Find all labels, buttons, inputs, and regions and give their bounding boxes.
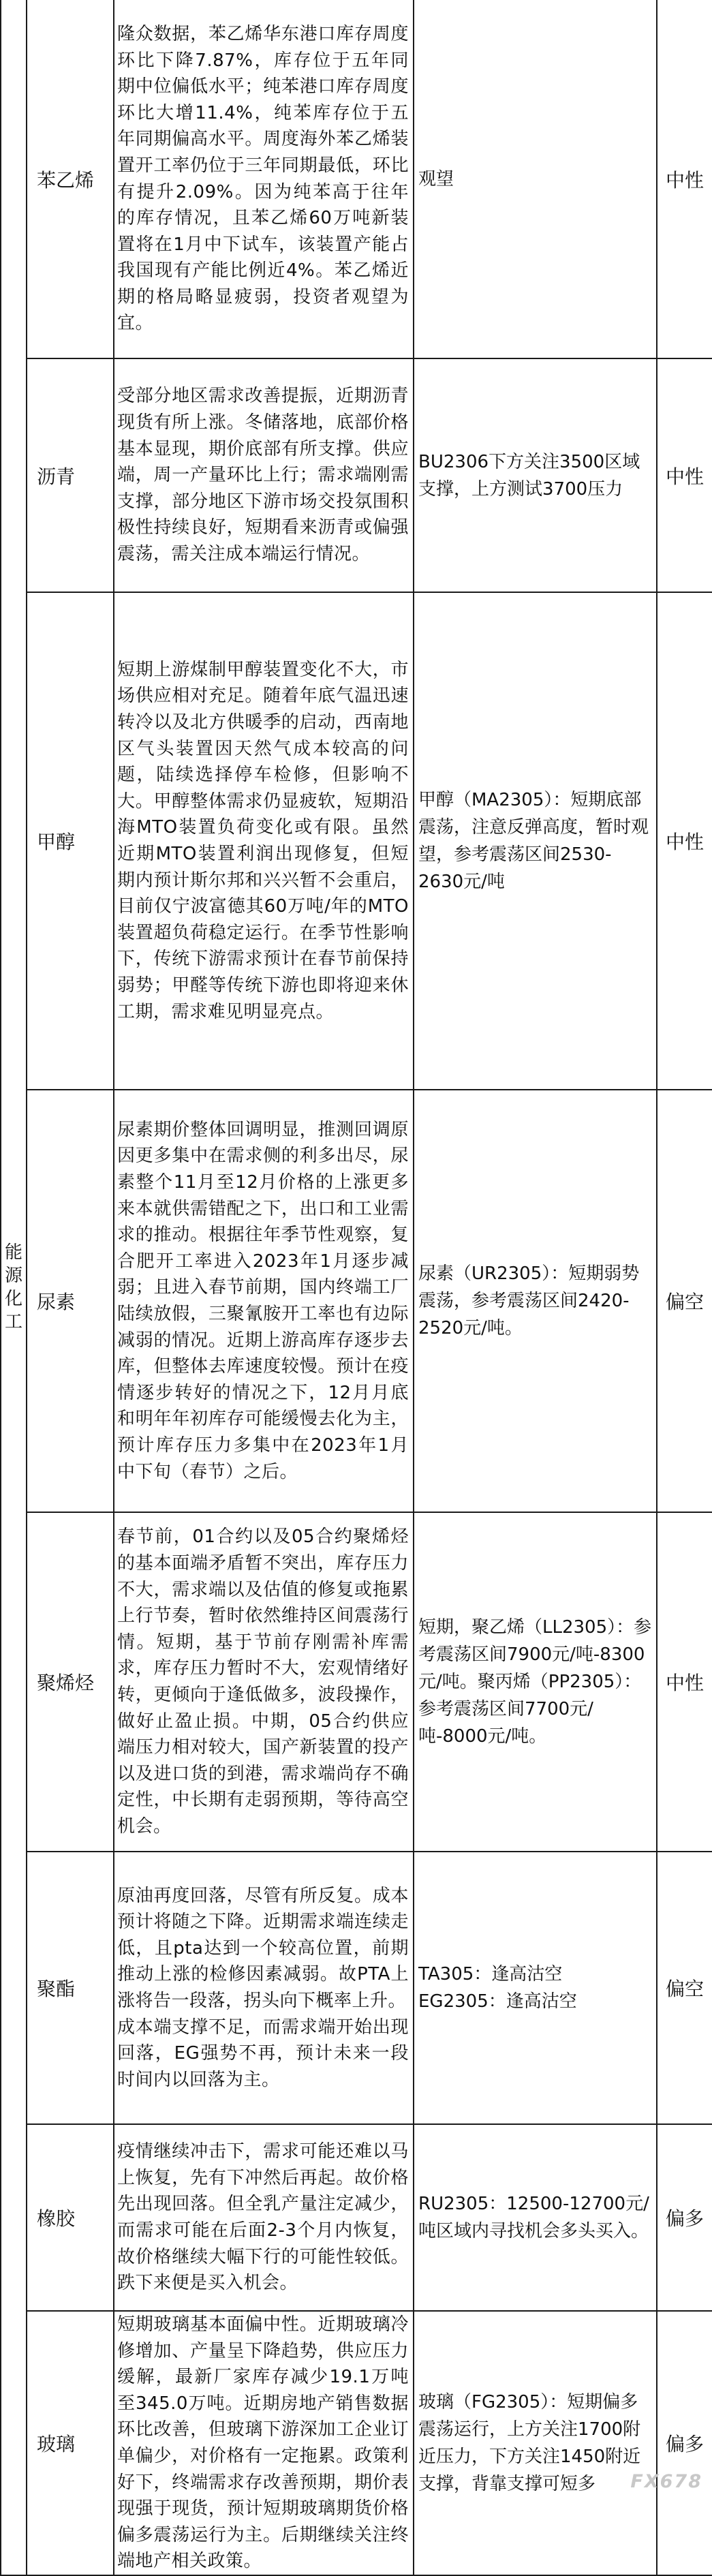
outlook-view: 偏空 — [657, 1090, 712, 1512]
analysis-cell — [114, 0, 414, 358]
table-row — [1, 2311, 712, 2575]
commodity-name: 尿素 — [27, 1090, 114, 1512]
outlook-view: 中性 — [657, 0, 712, 358]
analysis-cell — [114, 1852, 414, 2124]
strategy-cell — [414, 592, 657, 1090]
strategy-cell — [414, 1090, 657, 1512]
commodity-name: 甲醇 — [27, 592, 114, 1090]
outlook-view: 偏多 — [657, 2124, 712, 2311]
strategy-cell — [414, 1852, 657, 2124]
strategy-line: RU2305：12500-12700元/吨区域内寻找机会多头买入。 — [418, 2194, 649, 2241]
commodity-name: 玻璃 — [27, 2311, 114, 2575]
sector-label: 能 源 化 工 — [1, 0, 27, 2575]
strategy-line: TA305：逢高沽空 — [418, 1964, 563, 1984]
analysis-paragraph: 原油再度回落，尽管有所反复。成本预计将随之下降。近期需求端连续走低，且pta达到一个较高位置，前期推动上涨的检修因素减弱。故PTA上涨将告一段落，拐头向下概率上升。 — [117, 1885, 409, 2011]
strategy-line: 尿素（UR2305）：短期弱势震荡，参考震荡区间2420-2520元/吨。 — [418, 1263, 640, 1338]
analysis-paragraph: 短期玻璃基本面偏中性。近期玻璃冷修增加、产量呈下降趋势，供应压力缓解，最新厂家库存减少19.1万吨至345.0万吨。近期房地产销售数据环比改善，但玻璃下游深加工企业订单偏少，对价格有一定拖累。政策利好下，终端需求存改善预期，期价表现强于现货，预计短期玻璃期货价格偏多震荡运行为主。后期继续关注终端地产相关政策。 — [117, 2314, 409, 2572]
analysis-paragraph: 尿素期价整体回调明显，推测回调原因更多集中在需求侧的利多出尽，尿素整个11月至12月价格的上涨更多来本就供需错配之下，出口和工业需求的推动。根据往年季节性观察，复合肥开工率进入2023年1月逐步减弱；且进入春节前期，国内终端工厂陆续放假，三聚氰胺开工率也有边际减弱的情况。近期上游高库存逐步去库，但整体去库速度较慢。预计在疫情逐步转好的情况之下，12月月底和明年年初库存可能缓慢去化为主，预计库存压力多集中在2023年1月中下旬（春节）之后。 — [117, 1119, 409, 1482]
commodity-name: 聚烯烃 — [27, 1512, 114, 1852]
strategy-line: 甲醇（MA2305）：短期底部震荡，注意反弹高度，暂时观望，参考震荡区间2530-2630元/吨 — [418, 790, 649, 892]
strategy-line: 短期，聚乙烯（LL2305）：参考震荡区间7900元/吨-8300元/吨。聚丙烯（PP2305）：参考震荡区间7700元/吨-8000元/吨。 — [418, 1617, 652, 1747]
table-row — [1, 0, 712, 358]
strategy-cell — [414, 2311, 657, 2575]
commodity-name: 聚酯 — [27, 1852, 114, 2124]
table-row — [1, 2124, 712, 2311]
strategy-cell — [414, 2124, 657, 2311]
commodity-name: 沥青 — [27, 358, 114, 592]
strategy-cell — [414, 1512, 657, 1852]
analysis-paragraph: 春节前，01合约以及05合约聚烯烃的基本面端矛盾暂不突出，库存压力不大，需求端以及估值的修复或拖累上行节奏，暂时依然维持区间震荡行情。短期，基于节前存刚需补库需求，库存压力暂时不大，宏观情绪好转，更倾向于逢低做多，波段操作，做好止盈止损。中期，05合约供应端压力相对较大，国产新装置的投产以及进口货的到港，需求端尚存不确定性，中长期有走弱预期，等待高空机会。 — [117, 1527, 409, 1837]
analysis-paragraph: 疫情继续冲击下，需求可能还难以马上恢复，先有下冲然后再起。故价格先出现回落。但全乳产量注定减少，而需求可能在后面2-3个月内恢复，故价格继续大幅下行的可能性较低。跌下来便是买入机会。 — [117, 2141, 409, 2294]
analysis-cell — [114, 592, 414, 1090]
analysis-cell — [114, 1512, 414, 1852]
strategy-cell — [414, 358, 657, 592]
analysis-cell — [114, 2311, 414, 2575]
analysis-paragraph: 隆众数据，苯乙烯华东港口库存周度环比下降7.87%，库存位于五年同期中位偏低水平；纯苯港口库存周度环比大增11.4%，纯苯库存位于五年同期偏高水平。周度海外苯乙烯装置开工率仍位于三年同期最低，环比有提升2.09%。因为纯苯高于往年的库存情况，且苯乙烯60万吨新装置将在1月中下试车，该装置产能占我国现有产能比例近4%。苯乙烯近期的格局略显疲弱，投资者观望为宜。 — [117, 23, 409, 334]
analysis-cell — [114, 1090, 414, 1512]
strategy-cell — [414, 0, 657, 358]
analysis-cell — [114, 2124, 414, 2311]
outlook-view: 中性 — [657, 1512, 712, 1852]
commodity-name: 橡胶 — [27, 2124, 114, 2311]
table-body — [1, 0, 712, 2575]
strategy-line: BU2306下方关注3500区域支撑，上方测试3700压力 — [418, 451, 640, 500]
strategy-line: 观望 — [418, 168, 454, 189]
watermark-logo: FX678 — [630, 2471, 702, 2492]
outlook-view: 中性 — [657, 592, 712, 1090]
table-row — [1, 1090, 712, 1512]
analysis-cell — [114, 358, 414, 592]
table-row — [1, 1852, 712, 2124]
outlook-view: 偏空 — [657, 1852, 712, 2124]
table-row — [1, 1512, 712, 1852]
analysis-paragraph: 成本端支撑不足，而需求端开始出现回落，EG强势不再，预计未来一段时间内以回落为主。 — [117, 2017, 409, 2090]
strategy-line: 玻璃（FG2305）：短期偏多震荡运行，上方关注1700附近压力，下方关注1450附近支撑，背靠支撑可短多 — [418, 2391, 641, 2494]
outlook-view: 中性 — [657, 358, 712, 592]
commodity-name: 苯乙烯 — [27, 0, 114, 358]
analysis-paragraph: 受部分地区需求改善提振，近期沥青现货有所上涨。冬储落地，底部价格基本显现，期价底部有所支撑。供应端，周一产量环比上行；需求端刚需支撑，部分地区下游市场交投氛围积极性持续良好，短期看来沥青或偏强震荡，需关注成本端运行情况。 — [117, 386, 409, 564]
outlook-view: 偏多 — [657, 2311, 712, 2575]
analysis-paragraph: 短期上游煤制甲醇装置变化不大，市场供应相对充足。随着年底气温迅速转冷以及北方供暖季的启动，西南地区气头装置因天然气成本较高的问题，陆续选择停车检修，但影响不大。甲醇整体需求仍显疲软，短期沿海MTO装置负荷变化或有限。虽然近期MTO装置利润出现修复，但短期内预计斯尔邦和兴兴暂不会重启，目前仅宁波富德其60万吨/年的MTO装置超负荷稳定运行。在季节性影响下，传统下游需求预计在春节前保持弱势；甲醛等传统下游也即将迎来休工期，需求难见明显亮点。 — [117, 659, 409, 1022]
table-row — [1, 592, 712, 1090]
strategy-line: EG2305：逢高沽空 — [418, 1991, 577, 2012]
table-row — [1, 358, 712, 592]
